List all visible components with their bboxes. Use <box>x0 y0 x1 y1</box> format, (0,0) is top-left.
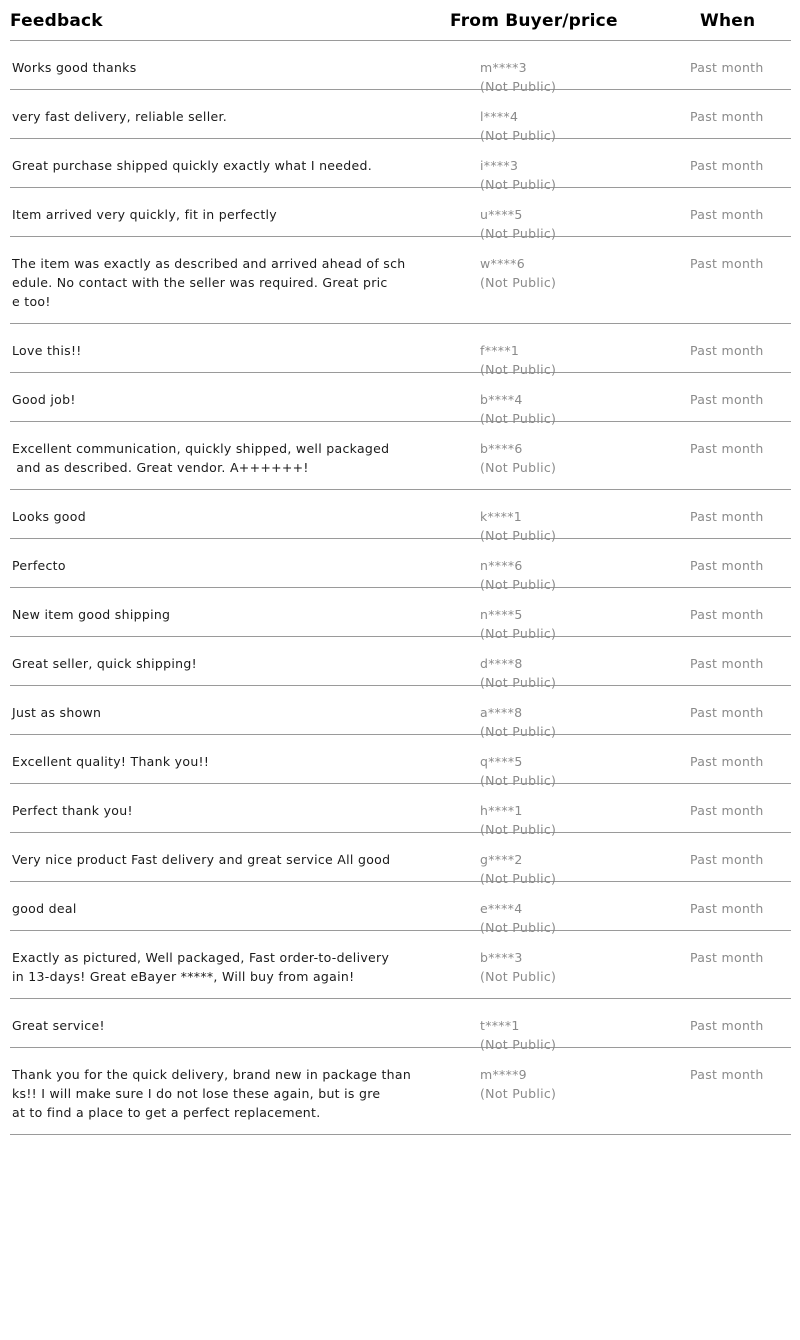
table-row <box>10 882 791 935</box>
feedback-when: Past month <box>690 441 764 456</box>
buyer-id: t****1 <box>480 1018 520 1033</box>
feedback-when: Past month <box>690 343 764 358</box>
buyer-id: m****3 <box>480 60 527 75</box>
table-row <box>10 588 791 641</box>
buyer-visibility: (Not Public) <box>480 177 557 192</box>
buyer-visibility: (Not Public) <box>480 128 557 143</box>
feedback-when: Past month <box>690 509 764 524</box>
buyer-visibility: (Not Public) <box>480 871 557 886</box>
buyer-id: g****2 <box>480 852 523 867</box>
feedback-comment: The item was exactly as described and arrived ahead of sch edule. No contact with the seller was required. Great pric e too! <box>12 256 406 309</box>
feedback-when: Past month <box>690 109 764 124</box>
buyer-visibility: (Not Public) <box>480 675 557 690</box>
feedback-comment: Love this!! <box>12 343 82 358</box>
table-row <box>10 41 791 94</box>
feedback-table <box>10 0 791 1135</box>
feedback-when: Past month <box>690 950 764 965</box>
buyer-id: q****5 <box>480 754 523 769</box>
buyer-id: e****4 <box>480 901 523 916</box>
buyer-visibility: (Not Public) <box>480 1037 557 1052</box>
feedback-when: Past month <box>690 705 764 720</box>
buyer-visibility: (Not Public) <box>480 626 557 641</box>
table-row <box>10 637 791 690</box>
buyer-id: b****3 <box>480 950 523 965</box>
feedback-comment: Exactly as pictured, Well packaged, Fast order-to-delivery in 13-days! Great eBayer *****, Will buy from again! <box>12 950 390 984</box>
column-header-feedback: Feedback <box>10 11 103 31</box>
table-row <box>10 784 791 837</box>
feedback-comment: Excellent communication, quickly shipped, well packaged and as described. Great vendor. A++++++! <box>12 441 390 475</box>
buyer-id: a****8 <box>480 705 523 720</box>
feedback-comment: Thank you for the quick delivery, brand new in package than ks!! I will make sure I do not lose these again, but is gre at to find a place to get a perfect replacement. <box>12 1067 412 1120</box>
buyer-id: l****4 <box>480 109 519 124</box>
table-row <box>10 1048 791 1135</box>
buyer-id: n****5 <box>480 607 523 622</box>
buyer-cell <box>480 1065 556 1103</box>
table-row <box>10 686 791 739</box>
column-header-from-buyer-price: From Buyer/price <box>450 11 618 31</box>
buyer-id: u****5 <box>480 207 523 222</box>
buyer-visibility: (Not Public) <box>480 920 557 935</box>
feedback-comment: Good job! <box>12 392 76 407</box>
table-row <box>10 237 791 324</box>
buyer-visibility: (Not Public) <box>480 275 557 290</box>
feedback-when: Past month <box>690 1067 764 1082</box>
buyer-cell <box>480 948 556 986</box>
table-row <box>10 833 791 886</box>
feedback-when: Past month <box>690 392 764 407</box>
feedback-when: Past month <box>690 754 764 769</box>
table-row <box>10 999 791 1052</box>
buyer-id: n****6 <box>480 558 523 573</box>
buyer-id: i****3 <box>480 158 519 173</box>
feedback-comment: Great purchase shipped quickly exactly what I needed. <box>12 158 373 173</box>
feedback-comment: Item arrived very quickly, fit in perfectly <box>12 207 277 222</box>
feedback-when: Past month <box>690 256 764 271</box>
table-row <box>10 139 791 192</box>
table-row <box>10 188 791 241</box>
feedback-when: Past month <box>690 656 764 671</box>
feedback-comment: Great service! <box>12 1018 105 1033</box>
buyer-id: d****8 <box>480 656 523 671</box>
buyer-visibility: (Not Public) <box>480 411 557 426</box>
feedback-comment: very fast delivery, reliable seller. <box>12 109 228 124</box>
buyer-id: m****9 <box>480 1067 527 1082</box>
feedback-comment: good deal <box>12 901 77 916</box>
buyer-visibility: (Not Public) <box>480 226 557 241</box>
feedback-comment: New item good shipping <box>12 607 171 622</box>
buyer-cell <box>480 439 556 477</box>
buyer-visibility: (Not Public) <box>480 773 557 788</box>
buyer-visibility: (Not Public) <box>480 724 557 739</box>
buyer-visibility: (Not Public) <box>480 822 557 837</box>
feedback-when: Past month <box>690 158 764 173</box>
buyer-visibility: (Not Public) <box>480 969 557 984</box>
table-row <box>10 490 791 543</box>
buyer-visibility: (Not Public) <box>480 460 557 475</box>
buyer-id: h****1 <box>480 803 523 818</box>
buyer-visibility: (Not Public) <box>480 1086 557 1101</box>
buyer-id: k****1 <box>480 509 522 524</box>
buyer-cell <box>480 254 556 292</box>
feedback-comment: Looks good <box>12 509 86 524</box>
feedback-comment: Perfecto <box>12 558 66 573</box>
feedback-comment: Great seller, quick shipping! <box>12 656 197 671</box>
table-row <box>10 539 791 592</box>
feedback-when: Past month <box>690 1018 764 1033</box>
buyer-visibility: (Not Public) <box>480 577 557 592</box>
feedback-when: Past month <box>690 558 764 573</box>
buyer-id: b****6 <box>480 441 523 456</box>
table-row <box>10 422 791 490</box>
feedback-when: Past month <box>690 803 764 818</box>
buyer-id: f****1 <box>480 343 520 358</box>
buyer-visibility: (Not Public) <box>480 528 557 543</box>
feedback-when: Past month <box>690 901 764 916</box>
table-row <box>10 324 791 377</box>
table-row <box>10 735 791 788</box>
buyer-id: w****6 <box>480 256 525 271</box>
feedback-comment: Works good thanks <box>12 60 137 75</box>
feedback-when: Past month <box>690 60 764 75</box>
feedback-when: Past month <box>690 852 764 867</box>
table-header <box>10 7 791 41</box>
column-header-when: When <box>700 11 756 31</box>
buyer-visibility: (Not Public) <box>480 362 557 377</box>
table-row <box>10 373 791 426</box>
feedback-comment: Excellent quality! Thank you!! <box>12 754 210 769</box>
buyer-visibility: (Not Public) <box>480 79 557 94</box>
feedback-comment: Perfect thank you! <box>12 803 133 818</box>
feedback-when: Past month <box>690 207 764 222</box>
buyer-id: b****4 <box>480 392 523 407</box>
feedback-when: Past month <box>690 607 764 622</box>
feedback-comment: Very nice product Fast delivery and great service All good <box>12 852 391 867</box>
table-row <box>10 90 791 143</box>
feedback-comment: Just as shown <box>12 705 102 720</box>
table-row <box>10 931 791 999</box>
